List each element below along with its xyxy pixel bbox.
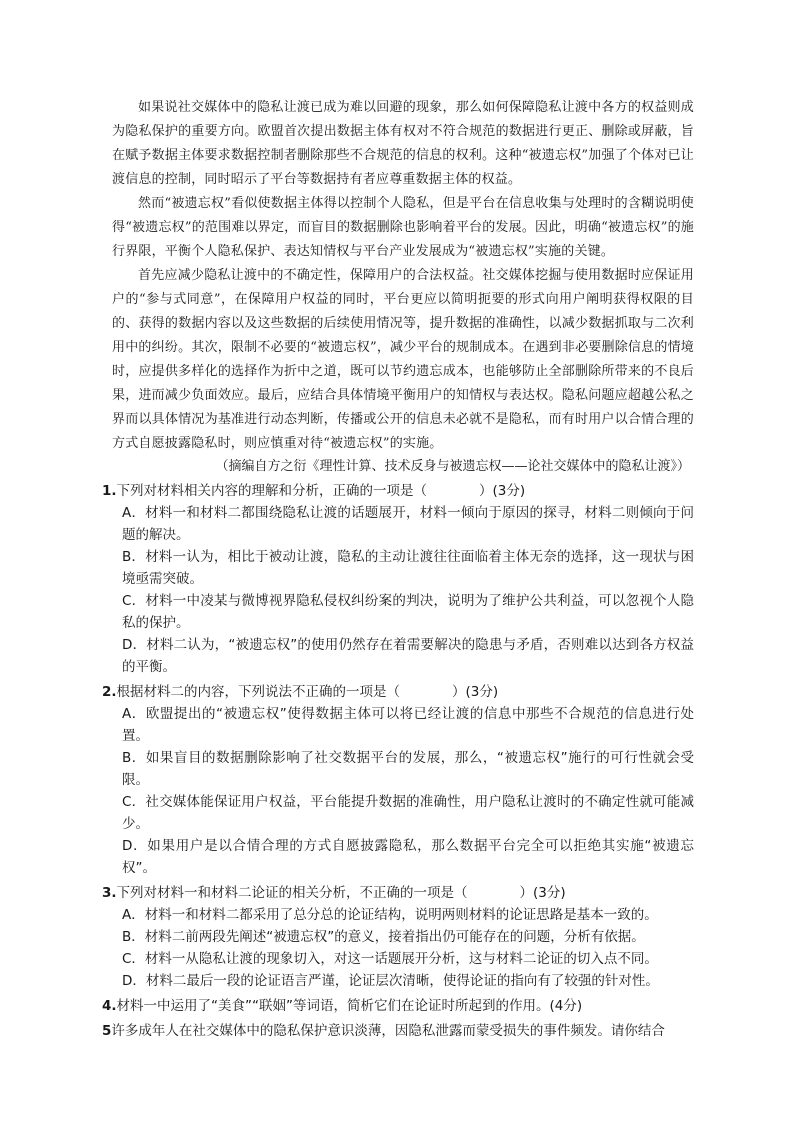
- option-a: A．欧盟提出的“被遗忘权”使得数据主体可以将已经让渡的信息中那些不合规范的信息进行处置。: [122, 706, 694, 744]
- option-b: B．如果盲目的数据删除影响了社交数据平台的发展，那么，“被遗忘权”施行的可行性就会受限。: [122, 750, 694, 788]
- option-c: C．社交媒体能保证用户权益，平台能提升数据的准确性，用户隐私让渡时的不确定性就可能减少。: [122, 794, 694, 832]
- option-d: D．材料二认为，“被遗忘权”的使用仍然存在着需要解决的隐患与矛盾，否则难以达到各方权益的平衡。: [122, 637, 694, 675]
- option-d: D．如果用户是以合情合理的方式自愿披露隐私，那么数据平台完全可以拒绝其实施“被遗忘权”。: [122, 838, 694, 876]
- option-d: D．材料二最后一段的论证语言严谨，论证层次清晰，使得论证的指向有了较强的针对性。: [122, 973, 659, 989]
- material-paragraph: 如果说社交媒体中的隐私让渡已成为难以回避的现象，那么如何保障隐私让渡中各方的权益则成为隐私保护的重要方向。欧盟首次提出数据主体有权对不符合规范的数据进行更正、删除或屏蔽，旨在赋予数据主体要求数据控制者删除那些不合规范的信息的权利。这种“被遗忘权”加强了个体对已让渡信息的控制，同时昭示了平台等数据持有者应尊重数据主体的权益。: [112, 100, 694, 187]
- question-stem: [102, 1020, 694, 1042]
- question-stem: [102, 995, 694, 1017]
- question-2: [102, 681, 694, 879]
- question-stem: [102, 681, 694, 703]
- question-text: 下列对材料一和材料二论证的相关分析，不正确的一项是（: [116, 885, 468, 901]
- question-5: [102, 1020, 694, 1042]
- question-4: [102, 995, 694, 1017]
- question-number: 3.: [102, 885, 117, 901]
- question-text: 下列对材料相关内容的理解和分析，正确的一项是（: [116, 483, 428, 499]
- question-text: 许多成年人在社交媒体中的隐私保护意识淡薄，因隐私泄露而蒙受损失的事件频发。请你结合: [111, 1023, 665, 1039]
- question-3: [102, 882, 694, 992]
- option-c: C．材料一中凌某与微博视界隐私侵权纠纷案的判决，说明为了维护公共利益，可以忽视个人隐私的保护。: [122, 593, 694, 631]
- option-a: A．材料一和材料二都采用了总分总的论证结构，说明两则材料的论证思路是基本一致的。: [122, 907, 658, 923]
- question-1: [102, 480, 694, 678]
- option-c: C．材料一从隐私让渡的现象切入，对这一话题展开分析，这与材料二论证的切入点不同。: [122, 951, 658, 967]
- question-text: 材料一中运用了“美食”“联姻”等词语，简析它们在论证时所起到的作用。(4分): [116, 998, 583, 1014]
- material-source: （摘编自方之衍《理性计算、技术反身与被遗忘权——论社交媒体中的隐私让渡》）: [215, 459, 690, 474]
- question-number: 1.: [102, 483, 117, 499]
- question-list: [102, 480, 694, 1042]
- question-stem: [102, 480, 694, 502]
- material-paragraph: 然而“被遗忘权”看似使数据主体得以控制个人隐私，但是平台在信息收集与处理时的含糊说明使得“被遗忘权”的范围难以界定，而盲目的数据删除也影响着平台的发展。因此，明确“被遗忘权”的施行界限，平衡个人隐私保护、表达知情权与平台产业发展成为“被遗忘权”实施的关键。: [112, 196, 694, 259]
- question-text: 根据材料二的内容，下列说法不正确的一项是（: [116, 684, 401, 700]
- question-number: 5: [102, 1023, 112, 1039]
- option-b: B．材料二前两段先阐述“被遗忘权”的意义，接着指出仍可能存在的问题，分析有依据。: [122, 929, 645, 945]
- question-score: ）(3分): [479, 483, 526, 499]
- question-number: 2.: [102, 684, 117, 700]
- reading-material: [112, 96, 694, 478]
- question-score: ）(3分): [452, 684, 499, 700]
- exam-page: [102, 96, 694, 1045]
- question-stem: [102, 882, 694, 904]
- question-score: ）(3分): [519, 885, 566, 901]
- option-b: B．材料一认为，相比于被动让渡，隐私的主动让渡往往面临着主体无奈的选择，这一现状与困境亟需突破。: [122, 549, 694, 587]
- question-number: 4.: [102, 998, 117, 1014]
- option-a: A．材料一和材料二都围绕隐私让渡的话题展开，材料一倾向于原因的探寻，材料二则倾向于问题的解决。: [122, 505, 694, 543]
- material-paragraph: 首先应减少隐私让渡中的不确定性，保障用户的合法权益。社交媒体挖掘与使用数据时应保证用户的“参与式同意”，在保障用户权益的同时，平台更应以简明扼要的形式向用户阐明获得权限的目的、获得的数据内容以及这些数据的后续使用情况等，提升数据的准确性，以减少数据抓取与二次利用中的纠纷。其次，限制不必要的“被遗忘权”，减少平台的规制成本。在遇到非必要删除信息的情境时，应提供多样化的选择作为折中之道，既可以节约遗忘成本，也能够防止全部删除所带来的不良后果，进而减少负面效应。最后，应结合具体情境平衡用户的知情权与表达权。隐私问题应超越公私之界而以具体情况为基准进行动态判断，传播或公开的信息未必就不是隐私，而有时用户以合情合理的方式自愿披露隐私时，则应慎重对待“被遗忘权”的实施。: [112, 268, 694, 451]
